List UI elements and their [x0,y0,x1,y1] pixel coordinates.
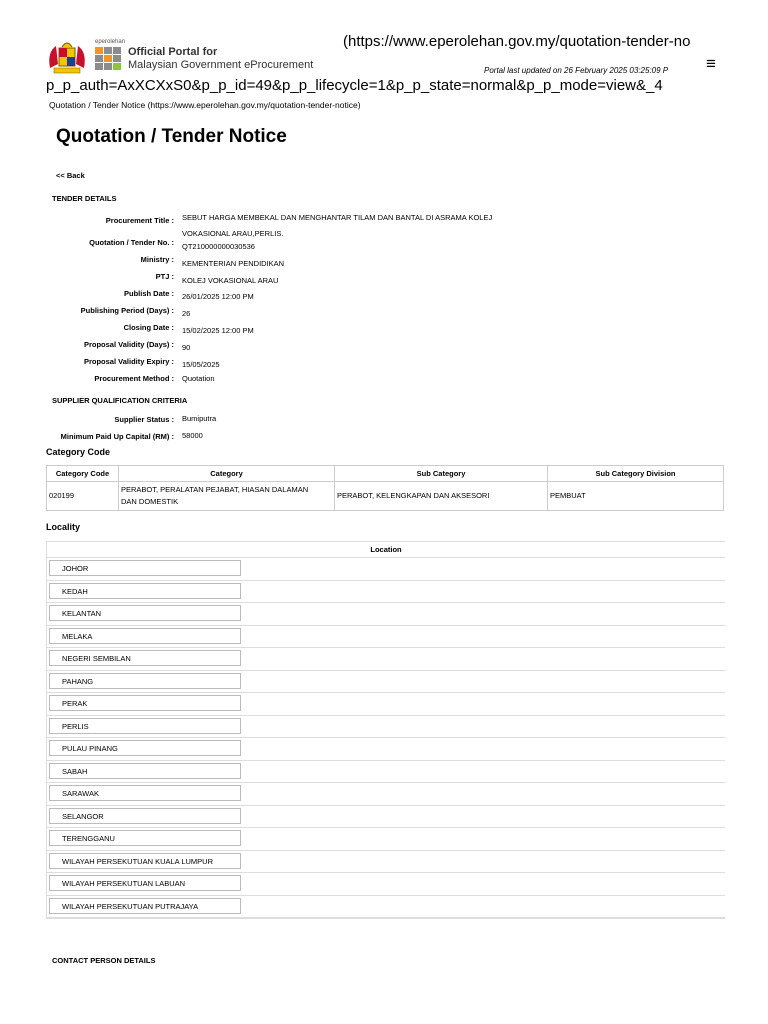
eperolehan-logo-text: eperolehan [95,39,126,45]
eperolehan-logo-icon [95,47,121,70]
category-cell-line2: DAN DOMESTIK [121,497,179,506]
location-melaka: MELAKA [49,628,241,644]
tender-no-value: QT210000000030536 [182,242,255,251]
validity-expiry-value: 15/05/2025 [182,360,220,369]
list-item [47,761,725,784]
contact-person-heading: CONTACT PERSON DETAILS [52,956,156,965]
locality-table [46,541,725,919]
list-item [47,558,725,581]
list-item [47,626,725,649]
malaysia-coat-of-arms-icon [44,38,90,78]
location-column-header: Location [47,542,725,558]
procurement-title-line1: SEBUT HARGA MEMBEKAL DAN MENGHANTAR TILAM DAN BANTAL DI ASRAMA KOLEJ [182,213,493,222]
location-perlis: PERLIS [49,718,241,734]
column-header-category: Category [119,466,335,482]
location-pahang: PAHANG [49,673,241,689]
menu-icon[interactable]: ≡ [706,54,716,73]
header [0,0,768,100]
ministry-label: Ministry : [140,255,174,264]
list-item [47,783,725,806]
validity-expiry-label: Proposal Validity Expiry : [83,357,174,366]
location-sarawak: SARAWAK [49,785,241,801]
list-item [47,581,725,604]
location-perak: PERAK [49,695,241,711]
publishing-period-label: Publishing Period (Days) : [80,306,174,315]
list-item [47,873,725,896]
list-item [47,693,725,716]
publish-date-value: 26/01/2025 12:00 PM [182,292,254,301]
paid-up-capital-label: Minimum Paid Up Capital (RM) : [60,432,174,441]
page-title: Quotation / Tender Notice [56,126,287,147]
category-code-cell: 020199 [47,482,119,511]
list-item [47,896,725,919]
procurement-title-line2: VOKASIONAL ARAU,PERLIS. [182,229,284,238]
location-negeri-sembilan: NEGERI SEMBILAN [49,650,241,666]
publish-date-label: Publish Date : [123,289,174,298]
list-item [47,648,725,671]
table-row [47,482,724,511]
supplier-status-label: Supplier Status : [114,415,174,424]
page-url-line2: p_p_auth=AxXCXxS0&p_p_id=49&p_p_lifecycle=1&p_p_state=normal&p_p_mode=view&_4 [46,77,663,94]
publishing-period-value: 26 [182,309,191,318]
list-item [47,716,725,739]
portal-last-updated: Portal last updated on 26 February 2025 03:25:09 P [484,66,669,75]
list-item [47,806,725,829]
list-item [47,671,725,694]
category-cell [119,482,335,511]
portal-title-line2: Malaysian Government eProcurement [128,59,314,71]
supplier-criteria-heading: SUPPLIER QUALIFICATION CRITERIA [52,396,188,405]
category-table-header [47,466,724,482]
category-table [46,465,724,511]
column-header-sub-category: Sub Category [335,466,548,482]
procurement-method-label: Procurement Method : [94,374,174,383]
location-wp-kuala-lumpur: WILAYAH PERSEKUTUAN KUALA LUMPUR [49,853,241,869]
location-wp-labuan: WILAYAH PERSEKUTUAN LABUAN [49,875,241,891]
ptj-label: PTJ : [155,272,174,281]
location-sabah: SABAH [49,763,241,779]
sub-category-division-cell: PEMBUAT [548,482,724,511]
list-item [47,851,725,874]
tender-no-label: Quotation / Tender No. : [89,238,174,247]
list-item [47,828,725,851]
location-wp-putrajaya: WILAYAH PERSEKUTUAN PUTRAJAYA [49,898,241,914]
location-kelantan: KELANTAN [49,605,241,621]
closing-date-value: 15/02/2025 12:00 PM [182,326,254,335]
page-url-line1: (https://www.eperolehan.gov.my/quotation-tender-no [343,33,691,50]
sub-category-cell: PERABOT, KELENGKAPAN DAN AKSESORI [335,482,548,511]
validity-days-label: Proposal Validity (Days) : [83,340,174,349]
location-terengganu: TERENGGANU [49,830,241,846]
column-header-category-code: Category Code [47,466,119,482]
category-code-heading: Category Code [46,447,111,457]
location-johor: JOHOR [49,560,241,576]
procurement-method-value: Quotation [182,374,215,383]
column-header-sub-category-division: Sub Category Division [548,466,724,482]
procurement-title-label: Procurement Title : [105,216,174,225]
back-link[interactable]: << Back [56,171,85,180]
category-cell-line1: PERABOT, PERALATAN PEJABAT, HIASAN DALAMAN [121,485,309,494]
list-item [47,603,725,626]
paid-up-capital-value: 58000 [182,431,203,440]
ministry-value: KEMENTERIAN PENDIDIKAN [182,259,285,268]
tender-details-heading: TENDER DETAILS [52,194,117,203]
validity-days-value: 90 [182,343,191,352]
ptj-value: KOLEJ VOKASIONAL ARAU [182,276,279,285]
breadcrumb[interactable]: Quotation / Tender Notice (https://www.eperolehan.gov.my/quotation-tender-notice) [49,100,361,110]
portal-title-line1: Official Portal for [128,46,218,58]
list-item [47,738,725,761]
locality-heading: Locality [46,522,81,532]
closing-date-label: Closing Date : [123,323,174,332]
location-pulau-pinang: PULAU PINANG [49,740,241,756]
location-selangor: SELANGOR [49,808,241,824]
location-kedah: KEDAH [49,583,241,599]
supplier-status-value: Bumiputra [182,414,217,423]
procurement-title-value [182,210,522,242]
